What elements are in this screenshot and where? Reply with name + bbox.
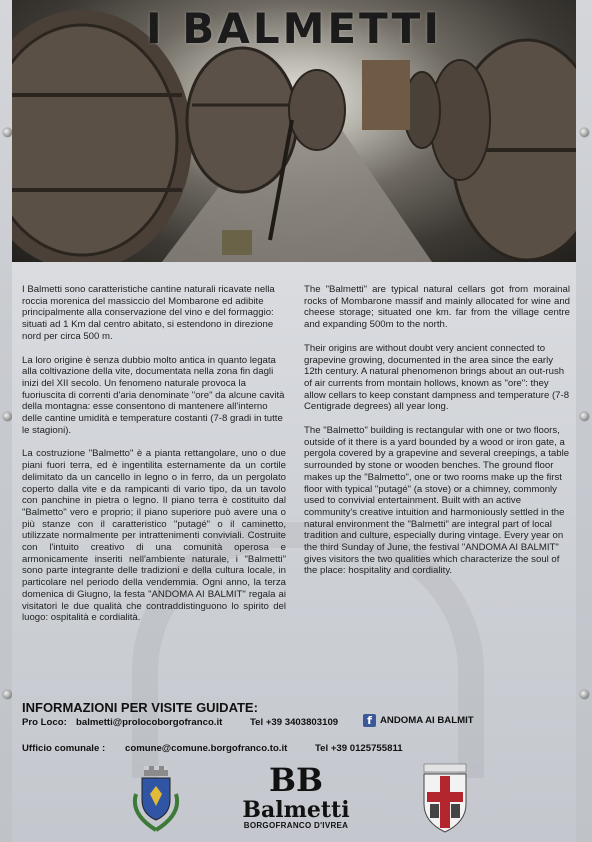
proloco-label: Pro Loco: bbox=[22, 717, 67, 728]
logo-name: Balmetti bbox=[242, 797, 350, 823]
italian-column bbox=[22, 284, 286, 636]
bolt-icon bbox=[3, 690, 12, 699]
balmetti-logo bbox=[236, 764, 356, 830]
bb-monogram-text: BB bbox=[268, 764, 324, 794]
english-column bbox=[304, 284, 570, 589]
english-paragraph: Their origins are without doubt very ancient connected to grapevine growing, documented in the area since the early 12th century. A natural phenomenon brings about an out-rush of air currents from montain hollows, known as "ore": they allow cellars to keep constant dampness and temperature (7-8 Centigrade degrees) all year long. bbox=[304, 342, 570, 413]
ufficio-email-link[interactable]: comune@comune.borgofranco.to.it bbox=[125, 743, 288, 754]
page-title: I BALMETTI bbox=[146, 4, 442, 53]
borgofranco-coat-of-arms-icon bbox=[128, 764, 184, 834]
ufficio-phone: Tel +39 0125755811 bbox=[315, 743, 403, 754]
bolt-icon bbox=[580, 128, 589, 137]
cellar-photo bbox=[12, 0, 576, 262]
facebook-icon: f bbox=[363, 714, 376, 727]
bolt-icon bbox=[580, 690, 589, 699]
italian-paragraph: La costruzione "Balmetto" è a pianta rettangolare, uno o due piani fuori terra, ed è ingentilita esternamente da un cortile delimitato da un cancello in legno o in ferro, da un pergolato coperto dalla vite e da rampicanti di vario tipo, da un tavolo con panchine in pietra o legno. Il piano terra è costituito dal "Balmetto" vero e proprio; il piano superiore può avere una o più stanze con il caratteristico "putagé" o il caminetto, utilizzate normalmente per intrattenimenti conviviali. Costruite con l'intuito creativo di una comunità operosa e armonicamente inseriti nell'ambiente naturale, i "Balmetti" sono parte integrante delle tradizioni e della cultura locale, in particolare nel periodo della vendemmia. Ogni anno, la terza domenica di Giugno, la festa "ANDOMA AI BALMIT" regala ai visitatori le due qualità che contraddistinguono lo spirito del luogo: ospitalità e cordialità. bbox=[22, 448, 286, 624]
bolt-icon bbox=[3, 128, 12, 137]
facebook-page-name: ANDOMA AI BALMIT bbox=[380, 715, 474, 727]
ivrea-coat-of-arms-icon bbox=[420, 762, 470, 834]
english-paragraph: The "Balmetti" are typical natural cellars got from morainal rocks of Mombarone massif and mainly allocated for wine and cheese storage; situated one km. far from the village centre and expanding 500m to the north. bbox=[304, 284, 570, 331]
english-paragraph: The "Balmetto" building is rectangular with one or two floors, outside of it there is a yard bounded by a wood or iron gate, a pergola covered by a grapevine and several creepings, a table surrounded by stone or wooden benches. The ground floor makes up the "Balmetto", one or two rooms make up the first floor with typical "putagé" (a stove) or a chimney, commonly used to convivial entertainment. Built with an active community's creative intuition and harmoniously settled in the natural environment the "Balmetti" are integral part of local tradition and culture, especially during vintage. Every year on the third Sunday of June, the festival "ANDOMA AI BALMIT" gives visitors the two qualities which characterize the soul of the place: hospitality and cordiality. bbox=[304, 425, 570, 577]
proloco-phone: Tel +39 3403803109 bbox=[250, 717, 339, 728]
bb-monogram-icon bbox=[256, 764, 336, 794]
bolt-icon bbox=[580, 412, 589, 421]
proloco-email-link[interactable]: balmetti@prolocoborgofranco.it bbox=[76, 717, 223, 728]
ufficio-label: Ufficio comunale : bbox=[22, 743, 106, 754]
italian-paragraph: I Balmetti sono caratteristiche cantine naturali ricavate nella roccia morenica del massiccio del Mombarone ed adibite principalmente alla conservazione del vino e del formaggio: situati ad 1 Km dal centro abitato, si estendono in direzione nord per circa 500 m. bbox=[22, 284, 275, 342]
facebook-link[interactable] bbox=[363, 714, 474, 727]
bolt-icon bbox=[3, 412, 12, 421]
info-heading: INFORMAZIONI PER VISITE GUIDATE: bbox=[22, 700, 258, 715]
logo-place: BORGOFRANCO D'IVREA bbox=[243, 821, 349, 830]
italian-paragraph: La loro origine è senza dubbio molto antica in quanto legata alla coltivazione della vite, documentata nella zona fin dagli inizi del XII secolo. Un fenomeno naturale provoca la fuoriuscita di correnti d'aria denominate "ore" da alcune cavità della montagna: esse consentono di mantenere all'interno delle cantine umidità e temperature costanti (7-8 gradi in tutte le stagioni). bbox=[22, 354, 285, 436]
